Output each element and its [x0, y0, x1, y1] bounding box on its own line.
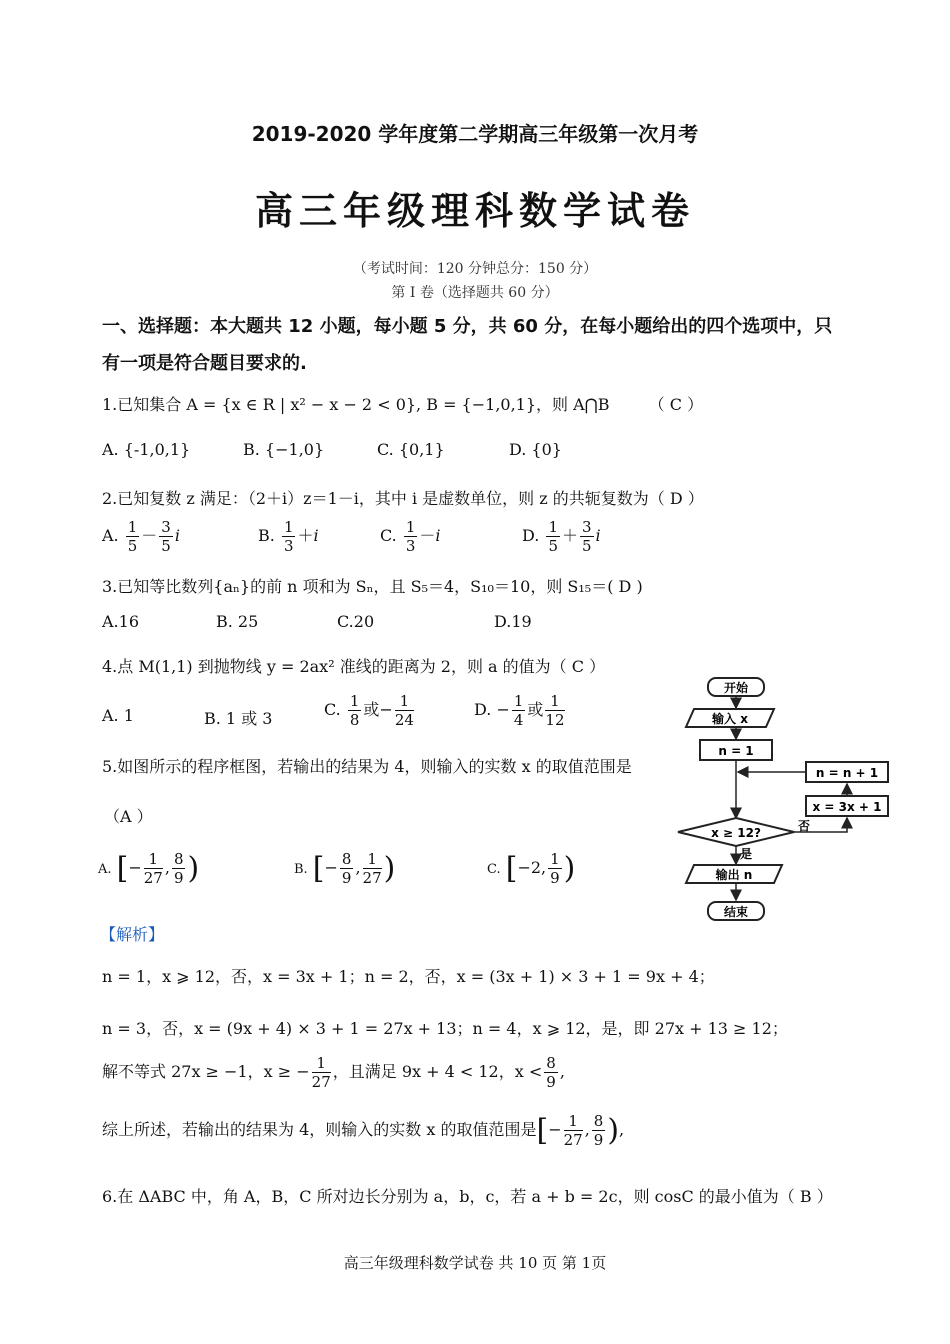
analysis-line-2: n = 3，否，x = (9x + 4) × 3 + 1 = 27x + 13；n = 4，x ⩾ 12，是，即 27x + 13 ≥ 12； — [102, 1019, 788, 1038]
flow-end-label: 结束 — [723, 905, 749, 919]
q5-option-b: B. [− $\frac{8}{9}$ , $\frac{1}{27}$ ) — [294, 850, 396, 887]
question-4-stem: 4.点 M(1,1) 到抛物线 y = 2ax² 准线的距离为 2，则 a 的值为（ C ） — [102, 657, 606, 676]
analysis-line-3: 解不等式 27x ≥ −1，x ≥ − $\frac{1}{27}$ ，且满足 9x + 4 < 12，x < $\frac{8}{9}$ , — [102, 1054, 565, 1091]
fraction: $\frac{1}{27}$ — [143, 850, 163, 887]
section-heading-line2: 有一项是符合题目要求的. — [102, 353, 307, 374]
q2-b-label: B. — [258, 526, 275, 545]
volume-info: 第 I 卷（选择题共 60 分） — [391, 285, 559, 301]
q2-c-label: C. — [380, 526, 397, 545]
q2-option-d: D. $\frac{1}{5}$ ＋ $\frac{3}{5}$ i — [522, 518, 601, 555]
q2-option-c: C. $\frac{1}{3}$ －i — [380, 518, 441, 555]
q3-option-a: A.16 — [102, 612, 139, 631]
analysis-line-4: 综上所述，若输出的结果为 4，则输入的实数 x 的取值范围是[− $\frac{1}{27}$ , $\frac{8}{9}$ ), — [102, 1112, 625, 1149]
analysis-label: 【解析】 — [100, 925, 165, 944]
section-heading-line1: 一、选择题：本大题共 12 小题，每小题 5 分，共 60 分，在每小题给出的四个选项中，只 — [102, 316, 833, 337]
flow-update-n-label: n = n + 1 — [815, 766, 879, 780]
fraction: $\frac{8}{9}$ — [593, 1112, 604, 1149]
fraction: $\frac{1}{12}$ — [545, 692, 565, 729]
fraction: $\frac{1}{27}$ — [311, 1054, 331, 1091]
question-1-text: 1.已知集合 A = {x ∈ R | x² − x − 2 < 0}, B = {−1,0,1}，则 A⋂B — [102, 395, 610, 414]
q2-a-label: A. — [102, 526, 119, 545]
question-3-stem: 3.已知等比数列{aₙ}的前 n 项和为 Sₙ，且 S₅＝4，S₁₀＝10，则 S₁₅＝( D ) — [102, 577, 643, 596]
page-title: 高三年级理科数学试卷 — [254, 188, 695, 233]
q1-option-b: B. {−1,0} — [243, 440, 325, 459]
question-6-stem: 6.在 ΔABC 中，角 A，B，C 所对边长分别为 a，b，c，若 a + b = 2c，则 cosC 的最小值为（ B ） — [102, 1187, 833, 1206]
q2-option-b: B. $\frac{1}{3}$ ＋i — [258, 518, 319, 555]
fraction: $\frac{8}{9}$ — [173, 850, 184, 887]
fraction: $\frac{1}{8}$ — [349, 692, 360, 729]
q1-option-a: A. {-1,0,1} — [102, 440, 191, 459]
question-2-stem: 2.已知复数 z 满足：（2＋i）z＝1－i，其中 i 是虚数单位，则 z 的共轭复数为（ D ） — [102, 489, 704, 508]
question-1-answer: （ C ） — [648, 395, 704, 414]
program-flowchart — [670, 672, 910, 928]
fraction: $\frac{3}{5}$ — [582, 518, 592, 555]
flow-yes-label: 是 — [740, 847, 753, 861]
fraction: $\frac{1}{9}$ — [550, 850, 560, 887]
q4-option-c: C. $\frac{1}{8}$ 或− $\frac{1}{24}$ — [324, 692, 414, 729]
flow-init-label: n = 1 — [718, 744, 754, 758]
flow-no-label: 否 — [798, 819, 811, 833]
q3-option-b: B. 25 — [216, 612, 259, 631]
question-5-answer: （A ） — [104, 807, 153, 826]
fraction: $\frac{1}{5}$ — [548, 518, 558, 555]
q3-option-c: C.20 — [337, 612, 375, 631]
fraction: $\frac{8}{9}$ — [341, 850, 352, 887]
fraction: $\frac{1}{4}$ — [513, 692, 524, 729]
q5-option-a: A. [− $\frac{1}{27}$ , $\frac{8}{9}$ ) — [98, 850, 200, 887]
flow-input-label: 输入 x — [712, 712, 748, 726]
q2-option-a: A. $\frac{1}{5}$ － $\frac{3}{5}$ i — [102, 518, 180, 555]
q1-option-c: C. {0,1} — [377, 440, 445, 459]
fraction: $\frac{1}{5}$ — [127, 518, 138, 555]
q2-d-label: D. — [522, 526, 540, 545]
flow-output-label: 输出 n — [715, 868, 753, 882]
fraction: $\frac{1}{24}$ — [394, 692, 414, 729]
q4-option-d: D. − $\frac{1}{4}$ 或 $\frac{1}{12}$ — [474, 692, 565, 729]
q5-option-c: C. [−2, $\frac{1}{9}$ ) — [487, 850, 576, 887]
flow-update-x-label: x = 3x + 1 — [812, 800, 882, 814]
exam-time-info: （考试时间：120 分钟总分：150 分） — [352, 261, 598, 277]
flow-start-label: 开始 — [723, 681, 749, 695]
fraction: $\frac{1}{27}$ — [563, 1112, 583, 1149]
q4-option-b: B. 1 或 3 — [204, 709, 273, 728]
q3-option-d: D.19 — [494, 612, 532, 631]
question-5-stem: 5.如图所示的程序框图，若输出的结果为 4，则输入的实数 x 的取值范围是 — [102, 757, 632, 776]
analysis-line-1: n = 1，x ⩾ 12，否，x = 3x + 1；n = 2，否，x = (3x + 1) × 3 + 1 = 9x + 4； — [102, 967, 715, 986]
exam-subtitle: 2019-2020 学年度第二学期高三年级第一次月考 — [251, 122, 699, 146]
fraction: $\frac{1}{27}$ — [362, 850, 382, 887]
q1-option-d: D. {0} — [509, 440, 562, 459]
fraction: $\frac{1}{3}$ — [283, 518, 294, 555]
fraction: $\frac{3}{5}$ — [161, 518, 171, 555]
page-footer: 高三年级理科数学试卷 共 10 页 第 1页 — [343, 1254, 607, 1272]
question-1-stem — [102, 392, 703, 415]
flow-condition-label: x ≥ 12? — [711, 826, 761, 840]
q4-option-a: A. 1 — [102, 706, 134, 725]
fraction: $\frac{1}{3}$ — [405, 518, 416, 555]
fraction: $\frac{8}{9}$ — [546, 1054, 556, 1091]
